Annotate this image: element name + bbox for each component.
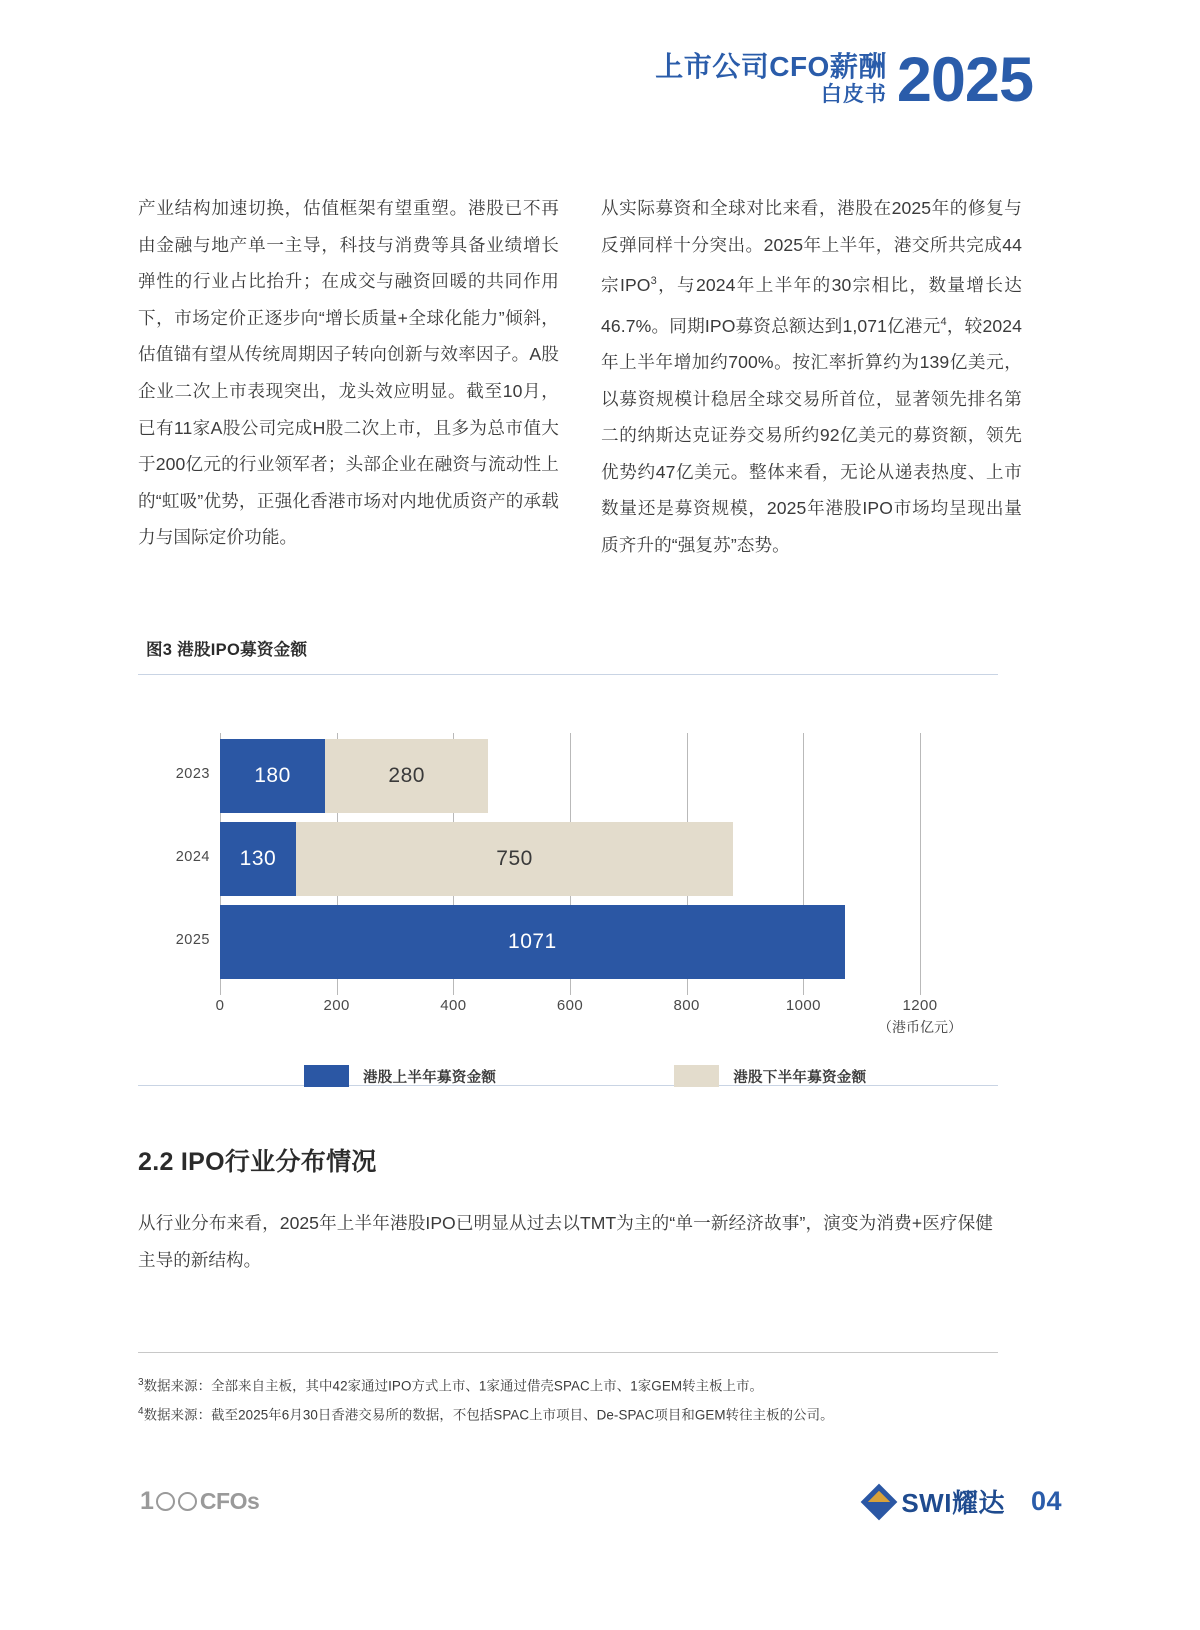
right-paragraph-part1: 从实际募资和全球对比来看，港股在2025年的修复与反弹同样十分突出。2025年上半年，港交所共完成44宗IPO — [601, 198, 1022, 296]
chart-category-label: 2025 — [175, 932, 210, 948]
chart-axis-tick — [803, 981, 804, 995]
chart-bar-segment — [220, 905, 845, 979]
chart-category-label: 2023 — [175, 766, 210, 782]
header-title-line2: 白皮书 — [820, 83, 887, 107]
left-column — [138, 190, 559, 564]
chart-axis-tick — [337, 981, 338, 995]
chart-axis-tick-label: 0 — [215, 997, 225, 1014]
chart-unit-label: （港币亿元） — [878, 1019, 962, 1035]
cfos-mark-prefix: 1 — [140, 1487, 153, 1515]
footnote-4-text: 数据来源：截至2025年6月30日香港交易所的数据，不包括SPAC上市项目、De-SPAC项目和GEM转往主板的公司。 — [143, 1407, 834, 1423]
legend-swatch-first-half — [304, 1065, 349, 1087]
footnote-ref-3: 3 — [650, 275, 657, 288]
figure-frame — [138, 674, 998, 1086]
circle-icon — [156, 1492, 175, 1511]
figure-3 — [138, 636, 998, 1086]
chart-bar-row — [220, 905, 920, 979]
footnote-3-marker: 3 — [138, 1377, 144, 1388]
header-title-line1: 上市公司CFO薪酬 — [655, 51, 887, 82]
footnote-3-text: 数据来源：全部来自主板，其中42家通过IPO方式上市、1家通过借壳SPAC上市、1家GEM转主板上市。 — [143, 1378, 764, 1394]
chart-axis-tick-label: 1200 — [902, 997, 938, 1014]
right-paragraph — [601, 190, 1022, 564]
section-heading-2-2: 2.2 IPO行业分布情况 — [138, 1148, 377, 1176]
right-paragraph-part3: ，较2024年上半年增加约700%。按汇率折算约为139亿美元，以募资规模计稳居全球交易所首位，显著领先排名第二的纳斯达克证券交易所约92亿美元的募资额，领先优势约47亿美元。整体来看，无论从递表热度、上市数量还是募资规模，2025年港股IPO市场均呈现出量质齐升的“强复苏”态势。 — [601, 315, 1022, 556]
chart-bar-segment — [325, 739, 488, 813]
bar-chart — [138, 675, 998, 1035]
chart-bar-value-label: 280 — [388, 764, 425, 787]
footer-right — [866, 1483, 1062, 1520]
chart-axis-tick-label: 200 — [323, 997, 350, 1014]
chart-bar-segment — [220, 739, 325, 813]
circle-icon-2 — [178, 1492, 197, 1511]
legend-label-first-half: 港股上半年募资金额 — [363, 1069, 497, 1086]
footnote-ref-4: 4 — [940, 315, 947, 328]
chart-axis-tick-label: 600 — [556, 997, 584, 1014]
page-number: 04 — [1030, 1486, 1062, 1516]
body-columns — [138, 190, 1022, 564]
legend-swatch-second-half — [674, 1065, 719, 1087]
legend-item-second-half — [674, 1065, 866, 1087]
legend-label-second-half: 港股下半年募资金额 — [733, 1069, 867, 1086]
chart-axis-tick — [570, 981, 571, 995]
chart-category-label: 2024 — [175, 849, 210, 865]
chart-axis-tick — [920, 981, 921, 995]
footer-cfos-logo — [140, 1487, 259, 1516]
chart-gridline — [920, 733, 921, 981]
chart-bar-value-label: 750 — [496, 847, 533, 870]
footnotes — [138, 1370, 1018, 1429]
left-paragraph: 产业结构加速切换，估值框架有望重塑。港股已不再由金融与地产单一主导，科技与消费等具备业绩增长弹性的行业占比抬升；在成交与融资回暖的共同作用下，市场定价正逐步向“增长质量+全球化能力”倾斜，估值锚有望从传统周期因子转向创新与效率因子。A股企业二次上市表现突出，龙头效应明显。截至10月，已有11家A股公司完成H股二次上市，且多为总市值大于200亿元的行业领军者；头部企业在融资与流动性上的“虹吸”优势，正强化香港市场对内地优质资产的承载力与国际定价功能。 — [138, 198, 559, 548]
report-header-logo — [655, 45, 1033, 115]
chart-bar-value-label: 130 — [239, 847, 277, 870]
cfos-mark-text: CFOs — [199, 1488, 260, 1514]
header-year: 2025 — [896, 45, 1033, 115]
header-title-block — [655, 52, 887, 107]
chart-axis-tick — [453, 981, 454, 995]
chart-bar-value-label: 1071 — [508, 930, 557, 953]
chart-axis-tick-label: 1000 — [785, 997, 821, 1014]
chart-axis-tick — [687, 981, 688, 995]
cfos-mark — [140, 1487, 259, 1516]
right-paragraph-part2: ，与2024年上半年的30宗相比，数量增长达46.7%。同期IPO募资总额达到1,071亿港元 — [601, 275, 1022, 336]
chart-bar-row — [220, 739, 920, 813]
chart-plot-area — [175, 733, 920, 981]
figure-title: 图3 港股IPO募资金额 — [146, 641, 308, 659]
swi-brand-logo — [866, 1483, 1005, 1520]
chart-axis-tick — [220, 981, 221, 995]
right-column — [601, 190, 1022, 564]
footnote-divider — [138, 1352, 998, 1353]
chart-legend — [138, 1065, 998, 1087]
chart-axis-tick-label: 800 — [673, 997, 700, 1014]
chart-bar-value-label: 180 — [254, 764, 291, 787]
chart-bar-segment — [296, 822, 734, 896]
chart-bar-row — [220, 822, 920, 896]
footnote-4-marker: 4 — [138, 1406, 144, 1418]
footnote-4 — [138, 1399, 1018, 1428]
chart-bar-segment — [220, 822, 296, 896]
diamond-icon — [861, 1483, 898, 1520]
section-body-2-2: 从行业分布来看，2025年上半年港股IPO已明显从过去以TMT为主的“单一新经济故事”，演变为消费+医疗保健主导的新结构。 — [138, 1213, 993, 1270]
chart-x-axis — [215, 981, 938, 1015]
swi-brand-text: SWI耀达 — [901, 1488, 1005, 1518]
legend-item-first-half — [304, 1065, 496, 1087]
footnote-3 — [138, 1370, 1018, 1399]
chart-axis-tick-label: 400 — [440, 997, 467, 1014]
